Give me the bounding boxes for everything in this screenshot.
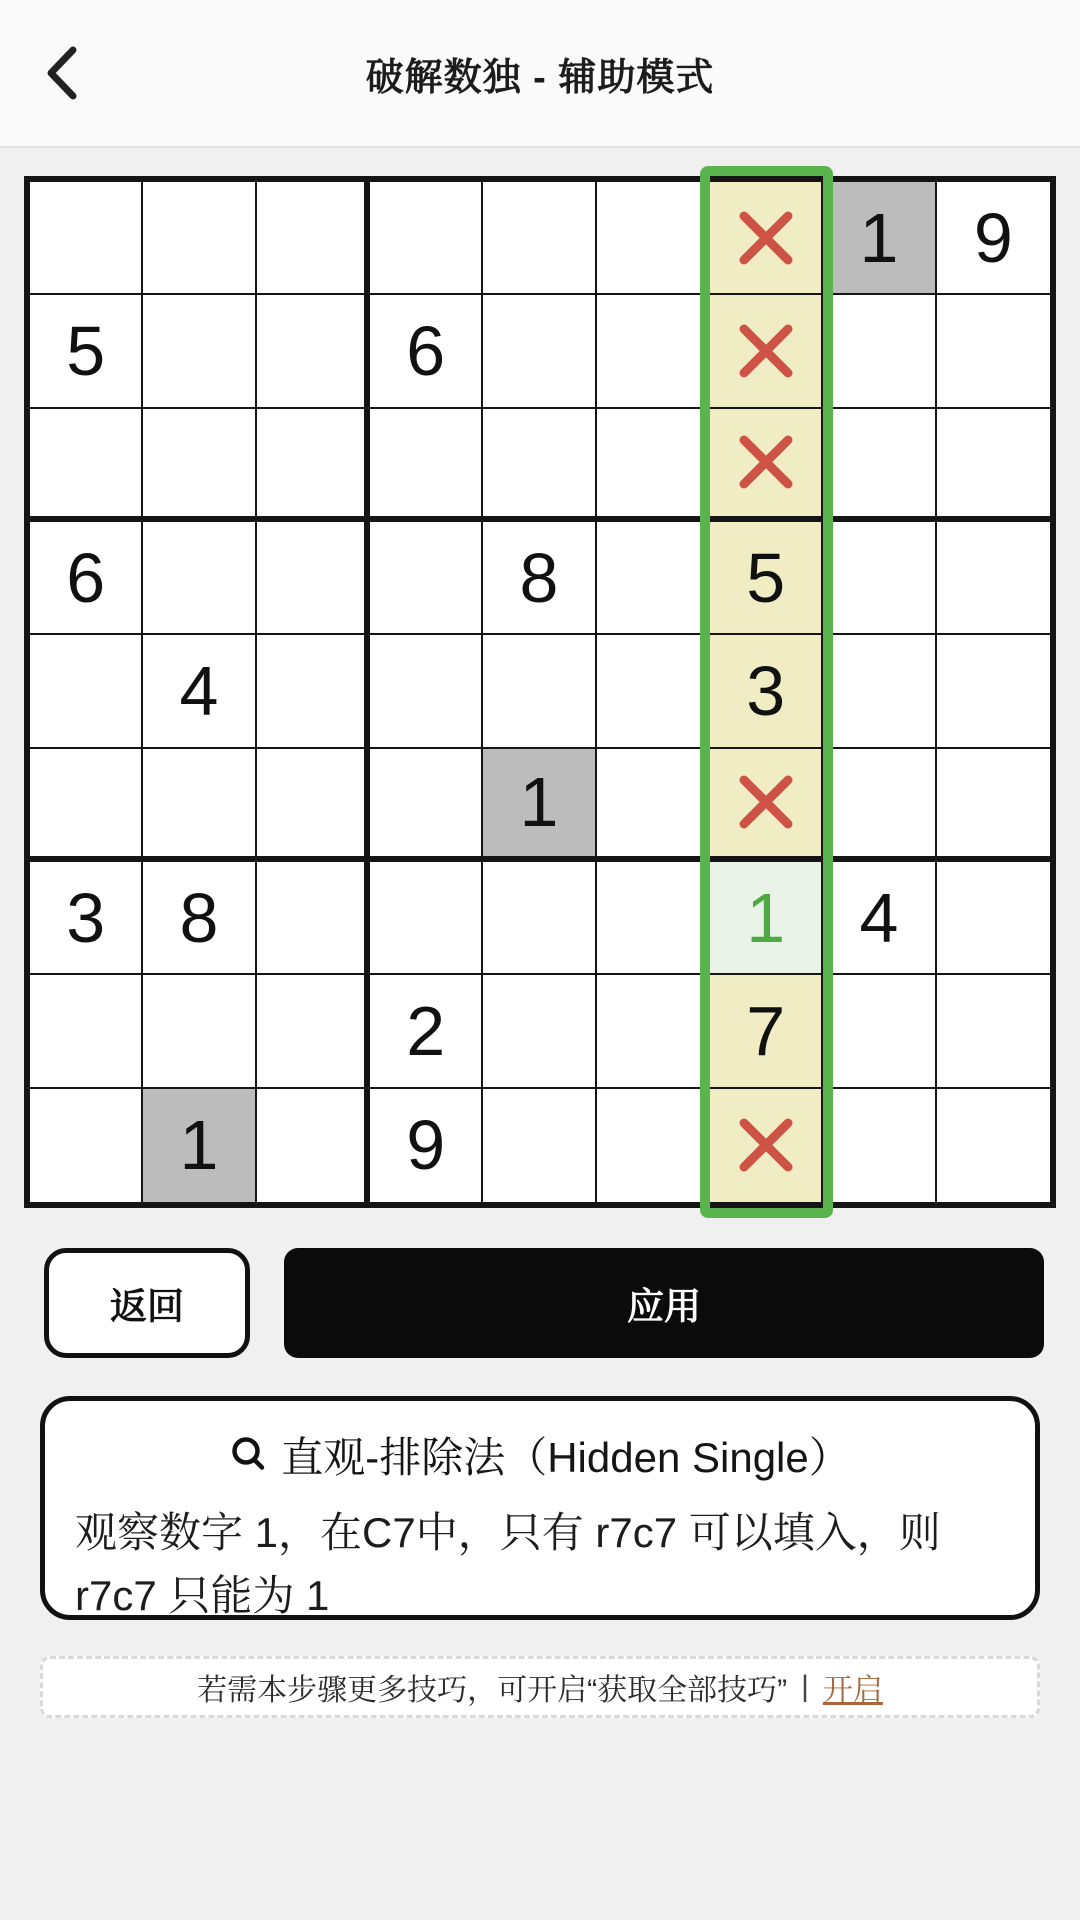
sudoku-cell-r2c1: 5	[30, 295, 143, 408]
sudoku-cell-r1c2	[143, 182, 256, 295]
sudoku-cell-r7c9	[937, 862, 1050, 975]
magnifier-icon	[229, 1435, 269, 1475]
sudoku-cell-r9c6	[597, 1089, 710, 1202]
sudoku-cell-r6c1	[30, 749, 143, 862]
sudoku-cell-r6c5: 1	[483, 749, 596, 862]
sudoku-cell-r7c1: 3	[30, 862, 143, 975]
sudoku-cell-r5c9	[937, 635, 1050, 748]
sudoku-cell-r7c5	[483, 862, 596, 975]
sudoku-cell-r8c2	[143, 975, 256, 1088]
sudoku-cell-r1c4	[370, 182, 483, 295]
sudoku-cell-r3c8	[823, 409, 936, 522]
elimination-x-icon	[734, 206, 798, 270]
sudoku-cell-r3c3	[257, 409, 370, 522]
sudoku-cell-r8c1	[30, 975, 143, 1088]
sudoku-cell-r7c2: 8	[143, 862, 256, 975]
sudoku-cell-r6c8	[823, 749, 936, 862]
sudoku-cell-r5c8	[823, 635, 936, 748]
sudoku-cell-r8c8	[823, 975, 936, 1088]
tip-bar	[40, 1656, 1040, 1718]
elimination-x-icon	[734, 770, 798, 834]
hint-description: 观察数字 1，在C7中，只有 r7c7 可以填入，则 r7c7 只能为 1	[75, 1509, 941, 1619]
sudoku-cell-r9c1	[30, 1089, 143, 1202]
sudoku-board	[24, 176, 1056, 1208]
sudoku-cell-r1c8: 1	[823, 182, 936, 295]
sudoku-cell-r8c4: 2	[370, 975, 483, 1088]
sudoku-cell-r2c9	[937, 295, 1050, 408]
sudoku-cell-r7c4	[370, 862, 483, 975]
sudoku-cell-r1c9: 9	[937, 182, 1050, 295]
apply-button[interactable]: 应用	[284, 1248, 1044, 1358]
sudoku-cell-r2c7	[710, 295, 823, 408]
sudoku-cell-r7c8: 4	[823, 862, 936, 975]
sudoku-cell-r3c5	[483, 409, 596, 522]
sudoku-cell-r7c6	[597, 862, 710, 975]
sudoku-cell-r4c5: 8	[483, 522, 596, 635]
sudoku-cell-r1c3	[257, 182, 370, 295]
sudoku-cell-r5c7: 3	[710, 635, 823, 748]
sudoku-cell-r6c4	[370, 749, 483, 862]
sudoku-cell-r1c6	[597, 182, 710, 295]
sudoku-cell-r4c8	[823, 522, 936, 635]
sudoku-cell-r1c5	[483, 182, 596, 295]
sudoku-cell-r4c9	[937, 522, 1050, 635]
hint-card	[40, 1396, 1040, 1620]
sudoku-cell-r3c9	[937, 409, 1050, 522]
sudoku-cell-r4c4	[370, 522, 483, 635]
sudoku-cell-r6c6	[597, 749, 710, 862]
sudoku-cell-r8c7: 7	[710, 975, 823, 1088]
sudoku-cell-r1c1	[30, 182, 143, 295]
sudoku-cell-r3c6	[597, 409, 710, 522]
sudoku-cell-r9c5	[483, 1089, 596, 1202]
sudoku-cell-r8c6	[597, 975, 710, 1088]
sudoku-cell-r6c9	[937, 749, 1050, 862]
sudoku-cell-r9c7	[710, 1089, 823, 1202]
tip-text: 若需本步骤更多技巧，可开启“获取全部技巧”	[197, 1674, 788, 1707]
sudoku-cell-r3c1	[30, 409, 143, 522]
sudoku-cell-r4c3	[257, 522, 370, 635]
page-title: 破解数独 - 辅助模式	[365, 56, 715, 99]
sudoku-cell-r8c3	[257, 975, 370, 1088]
elimination-x-icon	[734, 430, 798, 494]
sudoku-cell-r3c7	[710, 409, 823, 522]
sudoku-cell-r3c4	[370, 409, 483, 522]
tip-separator: |	[801, 1670, 809, 1703]
sudoku-cell-r4c7: 5	[710, 522, 823, 635]
sudoku-cell-r9c2: 1	[143, 1089, 256, 1202]
sudoku-cell-r9c9	[937, 1089, 1050, 1202]
sudoku-cell-r4c2	[143, 522, 256, 635]
sudoku-cell-r1c7	[710, 182, 823, 295]
sudoku-cell-r5c6	[597, 635, 710, 748]
return-button[interactable]: 返回	[44, 1248, 250, 1358]
hint-title-row	[75, 1425, 1005, 1485]
sudoku-cell-r3c2	[143, 409, 256, 522]
sudoku-cell-r7c3	[257, 862, 370, 975]
sudoku-cell-r5c5	[483, 635, 596, 748]
sudoku-cell-r2c2	[143, 295, 256, 408]
sudoku-cell-r9c8	[823, 1089, 936, 1202]
sudoku-cell-r2c3	[257, 295, 370, 408]
sudoku-cell-r2c4: 6	[370, 295, 483, 408]
sudoku-cell-r6c7	[710, 749, 823, 862]
app-header	[0, 0, 1080, 148]
elimination-x-icon	[734, 1113, 798, 1177]
sudoku-cell-r5c1	[30, 635, 143, 748]
sudoku-cell-r5c2: 4	[143, 635, 256, 748]
sudoku-cell-r4c6	[597, 522, 710, 635]
sudoku-cell-r6c3	[257, 749, 370, 862]
elimination-x-icon	[734, 319, 798, 383]
hint-technique-title: 直观-排除法（Hidden Single）	[281, 1434, 851, 1481]
sudoku-cell-r4c1: 6	[30, 522, 143, 635]
sudoku-cell-r9c4: 9	[370, 1089, 483, 1202]
enable-all-techniques-link[interactable]: 开启	[822, 1674, 883, 1707]
sudoku-cell-r7c7: 1	[710, 862, 823, 975]
sudoku-cell-r2c6	[597, 295, 710, 408]
sudoku-cell-r6c2	[143, 749, 256, 862]
sudoku-cell-r5c3	[257, 635, 370, 748]
sudoku-cell-r5c4	[370, 635, 483, 748]
sudoku-cell-r2c8	[823, 295, 936, 408]
sudoku-cell-r8c9	[937, 975, 1050, 1088]
sudoku-cell-r2c5	[483, 295, 596, 408]
sudoku-cell-r9c3	[257, 1089, 370, 1202]
sudoku-cell-r8c5	[483, 975, 596, 1088]
